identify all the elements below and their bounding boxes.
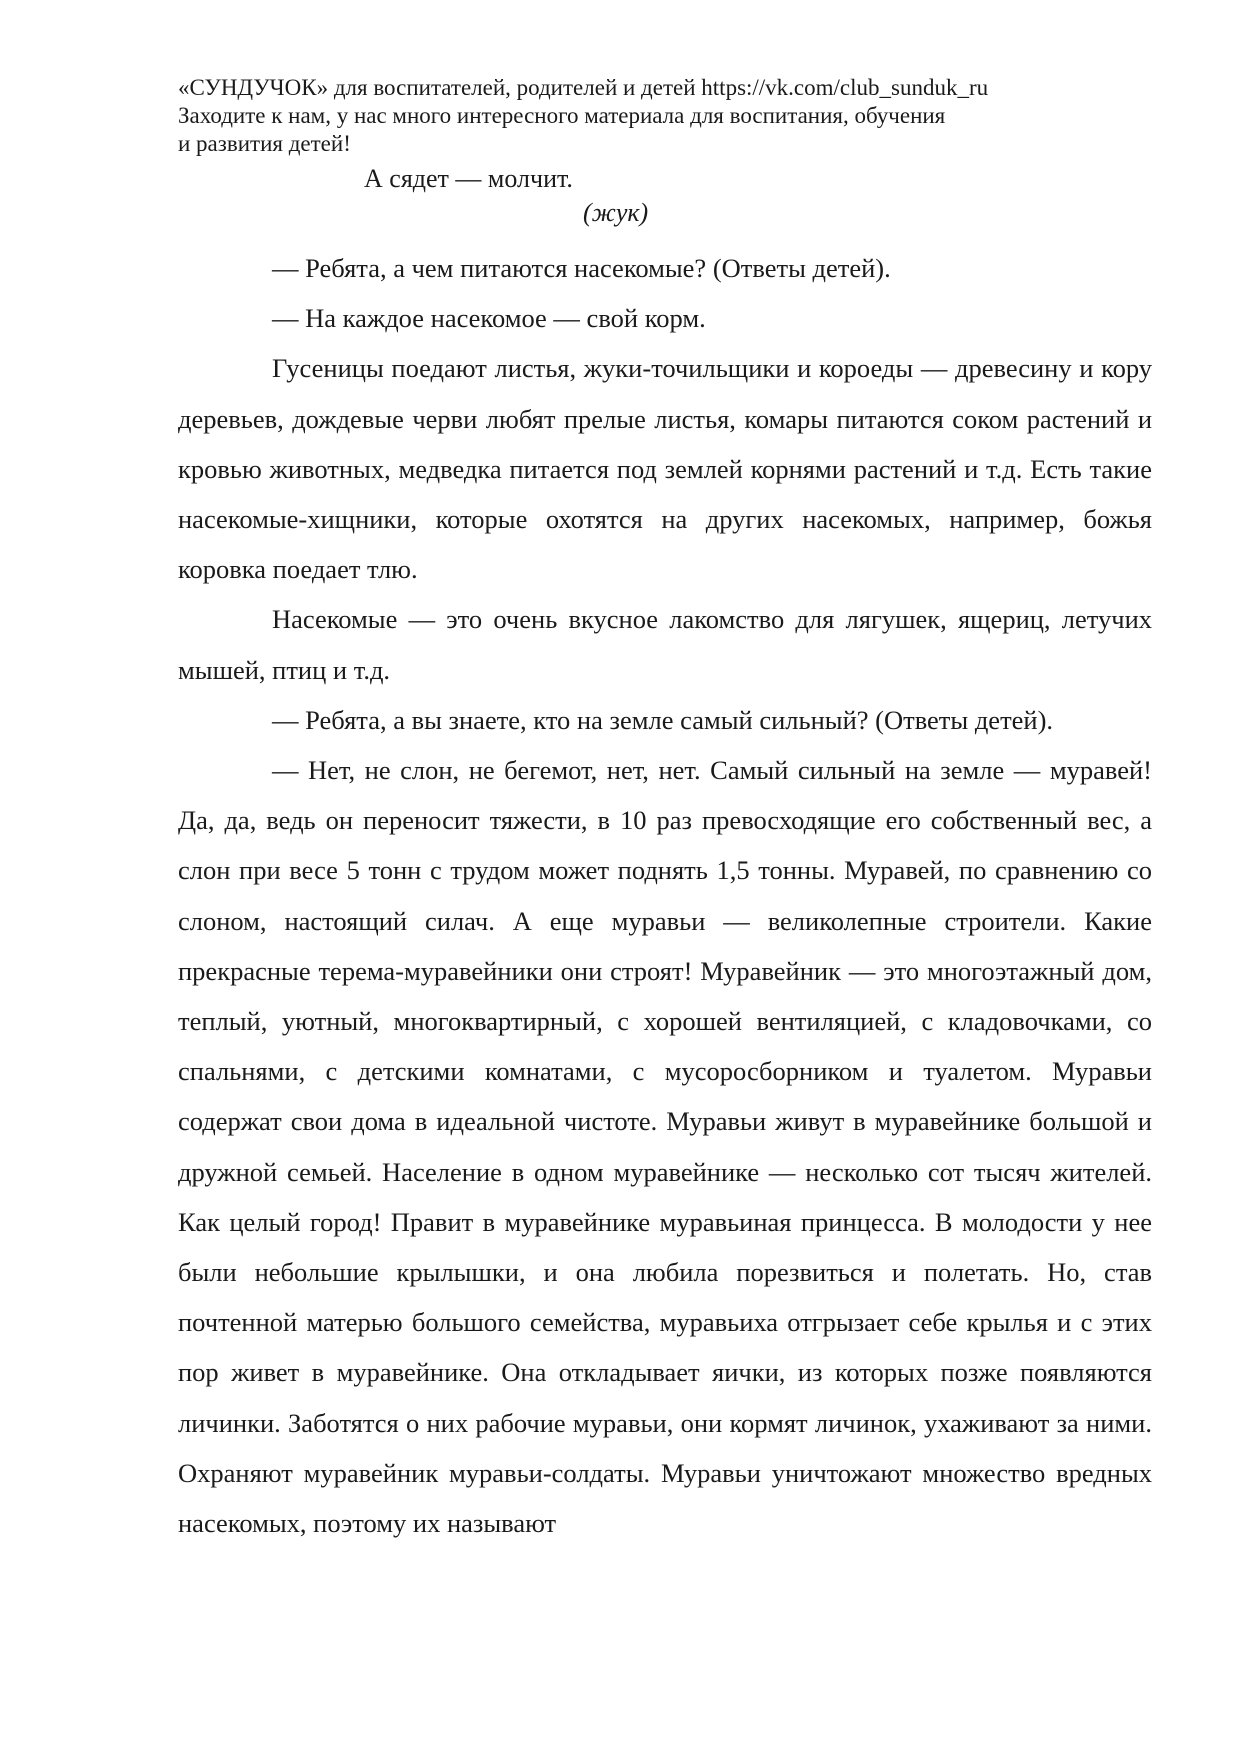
paragraph: Гусеницы поедают листья, жуки-точильщики и короеды — древесину и кору деревьев, дождевые черви любят прелые листья, комары питаются соком растений и кровью животных, медведка питается под землей корнями растений и т.д. Есть такие насекомые-хищники, которые охотятся на других насекомых, например, божья коровка поедает тлю. xyxy=(178,353,1152,585)
document-body xyxy=(178,243,1152,1548)
paragraph: Насекомые — это очень вкусное лакомство для лягушек, ящериц, летучих мышей, птиц и т.д. xyxy=(178,604,1152,685)
paragraph: — Нет, не слон, не бегемот, нет, нет. Самый сильный на земле — муравей! Да, да, ведь он переносит тяжести, в 10 раз превосходящие его собственный вес, а слон при весе 5 тонн с трудом может поднять 1,5 тонны. Муравей, по сравнению со слоном, настоящий силач. А еще муравьи — великолепные строители. Какие прекрасные терема-муравейники они строят! Муравейник — это многоэтажный дом, теплый, уютный, многоквартирный, с хорошей вентиляцией, с кладовочками, со спальнями, с детскими комнатами, с мусоросборником и туалетом. Муравьи содержат свои дома в идеальной чистоте. Муравьи живут в муравейнике большой и дружной семьей. Население в одном муравейнике — несколько сот тысяч жителей. Как целый город! Правит в муравейнике муравьиная принцесса. В молодости у нее были небольшие крылышки, и она любила порезвиться и полетать. Но, став почтенной матерью большого семейства, муравьиха отгрызает себе крылья и с этих пор живет в муравейнике. Она откладывает яички, из которых позже появляются личинки. Заботятся о них рабочие муравьи, они кормят личинок, ухаживают за ними. Охраняют муравейник муравьи-солдаты. Муравьи уничтожают множество вредных насекомых, поэтому их называют xyxy=(178,755,1152,1539)
paragraph: — На каждое насекомое — свой корм. xyxy=(272,303,706,334)
paragraph: — Ребята, а чем питаются насекомые? (Ответы детей). xyxy=(272,253,891,283)
page-header xyxy=(178,74,1078,158)
header-line-1: «СУНДУЧОК» для воспитателей, родителей и детей https://vk.com/club_sunduk_ru xyxy=(178,75,989,100)
header-line-2: Заходите к нам, у нас много интересного материала для воспитания, обучения xyxy=(178,103,946,128)
paragraph: — Ребята, а вы знаете, кто на земле самый сильный? (Ответы детей). xyxy=(272,704,1054,735)
riddle-last-line: А сядет — молчит. xyxy=(364,164,573,193)
riddle-answer: (жук) xyxy=(583,198,649,227)
header-line-3: и развития детей! xyxy=(178,131,351,156)
